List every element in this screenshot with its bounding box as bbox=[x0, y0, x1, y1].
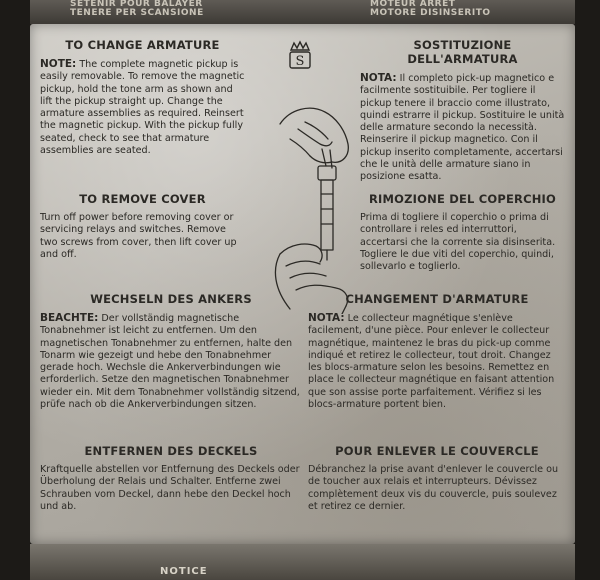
section-body bbox=[40, 58, 245, 157]
top-label-3: MOTEUR ARRÊT bbox=[370, 0, 456, 9]
section-body: Kraftquelle abstellen vor Entfernung des Deckels oder Überholung der Relais und Schalter. Entferne zwei Schrauben vom Deckel, dann hebe den Deckel hoch und ab. bbox=[40, 464, 300, 512]
section-entfernen-des-deckels bbox=[40, 444, 302, 513]
top-label-1: SETENIR POUR BALAYER bbox=[70, 0, 203, 9]
section-sostituzione bbox=[360, 38, 565, 184]
notice-label: NOTICE bbox=[160, 566, 208, 577]
pickup-removal-illustration bbox=[250, 84, 370, 314]
top-strip bbox=[30, 0, 575, 24]
section-body: Turn off power before removing cover or servicing relays and switches. Remove two screws from cover, then lift cover up and off. bbox=[40, 212, 237, 260]
note-text: The complete magnetic pickup is easily removable. To remove the magnetic pickup, hold the tone arm as shown and lift the pickup straight up. Change the armature assemblies as required. Reinsert the magnetic pickup. With the pickup fully seated, check to see that armature assemblies are seated. bbox=[40, 59, 245, 157]
section-body: Prima di togliere il coperchio o prima di controllare i reles ed interruttori, accertarsi che la corrente sia disinserita. Togliere le due viti del coperchio, quindi, sollevarlo e toglierlo. bbox=[360, 212, 556, 273]
section-to-remove-cover bbox=[40, 192, 245, 261]
top-label-2: TENERE PER SCANSIONE bbox=[70, 8, 204, 18]
note-text: Le collecteur magnétique s'enlève facilement, d'une pièce. Pour enlever le collecteur magnétique, maintenez le bras du pick-up comme indiqué et retirez le collecteur, tout droit. Changez les blocs-armature selon les besoins. Remettez en place le collecteur magnétique en faisant attention que son assise porte parfaitement. Vérifiez si les blocs-armature portent bien. bbox=[308, 313, 555, 411]
top-label-4: MOTORE DISINSERITO bbox=[370, 8, 491, 18]
note-label: BEACHTE: bbox=[40, 312, 99, 324]
section-title: TO CHANGE ARMATURE bbox=[65, 38, 220, 52]
top-strip-right bbox=[370, 0, 491, 18]
note-text: Il completo pick-up magnetico e facilmente sostituibile. Per togliere il pickup tenere il braccio come illustrato, quindi estrarre il pickup. Sostituire le unità delle armature secondo la necessità. Reinserire il pickup magnetico. Con il pickup inserito completamente, accertarsi che le unità delle armature siano in posizione esatta. bbox=[360, 73, 565, 183]
section-title: WECHSELN DES ANKERS bbox=[90, 292, 252, 306]
section-title: SOSTITUZIONE DELL'ARMATURA bbox=[407, 38, 518, 66]
logo-letter: S bbox=[295, 54, 305, 69]
brand-logo bbox=[288, 40, 312, 70]
section-rimozione bbox=[360, 192, 565, 273]
note-label: NOTA: bbox=[308, 312, 345, 324]
section-title: CHANGEMENT D'ARMATURE bbox=[345, 292, 529, 306]
section-title: TO REMOVE COVER bbox=[79, 192, 206, 206]
section-title: POUR ENLEVER LE COUVERCLE bbox=[335, 444, 539, 458]
section-title: RIMOZIONE DEL COPERCHIO bbox=[368, 192, 557, 206]
top-strip-left bbox=[70, 0, 204, 18]
section-body bbox=[360, 72, 565, 184]
bottom-strip bbox=[30, 544, 575, 580]
instruction-plate bbox=[30, 24, 575, 544]
note-label: NOTA: bbox=[360, 72, 397, 84]
note-text: Der vollständig magnetische Tonabnehmer ist leicht zu entfernen. Um den magnetischen Tonabnehmer zu entfernen, halte den Tonarm wie gezeigt und hebe den Tonabnehmer gerade hoch. Wechsle die Ankerverbindungen wie erforderlich. Setze den magnetischen Tonabnehmer wieder ein. Mit dem Tonabnehmer vollständig sitzend, prüfe nach ob die Ankerverbindungen sitzen. bbox=[40, 313, 300, 411]
section-couvercle bbox=[308, 444, 566, 513]
section-to-change-armature bbox=[40, 38, 245, 157]
section-title: ENTFERNEN DES DECKELS bbox=[84, 444, 258, 458]
section-body bbox=[40, 312, 302, 411]
section-body bbox=[308, 312, 566, 411]
note-label: NOTE: bbox=[40, 58, 77, 70]
section-body: Débranchez la prise avant d'enlever le couvercle ou de toucher aux relais et interrupteurs. Dévissez complètement deux vis du couvercle, puis soulevez et retirez ce dernier. bbox=[308, 464, 559, 512]
